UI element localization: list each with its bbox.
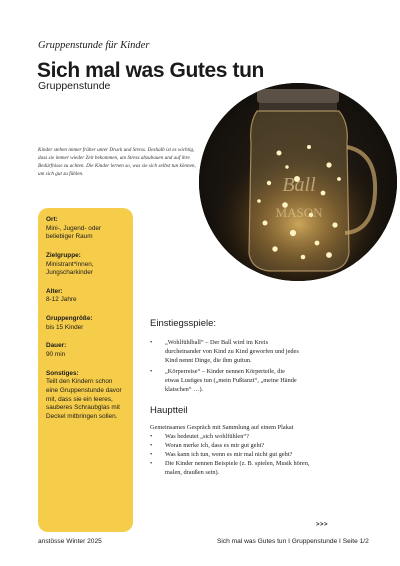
info-group-sonstiges (46, 370, 125, 422)
list-item-text: „Körperreise“ – Kinder nennen Körperteile, die etwas Lustiges tun („mein Fußtanzt“, „meine Hände klatschen“ …). (165, 367, 297, 393)
info-value: Mini-, Jugend- oder beliebiger Raum (46, 224, 102, 241)
info-label: Dauer: (46, 342, 67, 350)
list-item-text: „Wohlfühlball“ – Der Ball wird im Kreis durcheinander von Kind zu Kind geworfen und jedes Kind nennt Dinge, die ihm guttun. (165, 339, 299, 364)
list-item-text: Die Kinder nennen Beispiele (z. B. spielen, Musik hören, malen, draußen sein). (165, 459, 310, 476)
bullet: • (150, 339, 153, 346)
bullet: • (150, 459, 153, 467)
list-item (150, 442, 365, 451)
info-group-dauer (46, 342, 125, 359)
info-group-alter (46, 288, 125, 305)
list-item-text: Was kann ich tun, wenn es mir mal nicht gut geht? (165, 450, 293, 458)
info-label: Sonstiges: (46, 369, 79, 377)
info-group-ort (46, 216, 125, 242)
info-label: Alter: (46, 287, 63, 295)
continue-indicator: >>> (316, 522, 329, 528)
list-item (150, 433, 365, 442)
page-title: Sich mal was Gutes tun (37, 59, 264, 82)
footer-left: anstösse Winter 2025 (38, 538, 102, 545)
main-intro: Gemeinsames Gespräch mit Sammlung auf einem Plakat (150, 424, 294, 431)
list-item (150, 460, 310, 478)
info-group-gruppengroesse (46, 315, 125, 332)
questions-list (150, 433, 365, 478)
list-item-text: Woran merke ich, dass es mir gut geht? (165, 441, 265, 449)
list-item-text: Was bedeutet „sich wohlfühlen“? (165, 433, 249, 440)
list-item (150, 339, 300, 366)
glowing-jar-photo (199, 83, 397, 281)
bullet: • (150, 450, 153, 458)
bullet: • (150, 367, 153, 375)
info-group-zielgruppe (46, 252, 125, 278)
glowing-jar-icon (199, 83, 397, 281)
games-heading: Einstiegsspiele: (150, 318, 217, 329)
bullet: • (150, 433, 153, 440)
info-value: Teilt den Kindern schon eine Gruppenstunde davor mit, dass sie ein leeres, sauberes Schraubglas mit Deckel mitbringen sollen. (46, 378, 122, 420)
footer-right: Sich mal was Gutes tun I Gruppenstunde I Seite 1/2 (217, 538, 369, 545)
page-subtitle: Gruppenstunde (38, 80, 111, 92)
intro-paragraph: Kinder stehen immer früher unter Druck und Stress. Deshalb ist es wichtig, dass sie immer wieder Zeit bekommen, um Stress abzubauen und auf ihre Bedürfnisse zu achten. Die Kinder lernen so, was sie sich selbst tun können, um sich gut zu fühlen. (38, 147, 196, 178)
info-label: Ort: (46, 216, 58, 223)
jar-embossing-mason: MASON (275, 205, 323, 220)
info-label: Gruppengröße: (46, 315, 93, 323)
bullet: • (150, 441, 153, 449)
main-heading: Hauptteil (150, 405, 188, 416)
kicker: Gruppenstunde für Kinder (38, 40, 150, 51)
info-label: Zielgruppe: (46, 251, 81, 259)
list-item (150, 368, 300, 395)
info-value: 90 min (46, 351, 66, 359)
jar-embossing-ball: Ball (282, 174, 316, 196)
info-value: Ministrant*innen, Jungscharkinder (46, 260, 94, 277)
info-value: bis 15 Kinder (46, 323, 84, 331)
list-item (150, 451, 365, 460)
info-box (38, 208, 133, 532)
info-value: 8-12 Jahre (46, 296, 77, 304)
games-list (150, 339, 300, 395)
